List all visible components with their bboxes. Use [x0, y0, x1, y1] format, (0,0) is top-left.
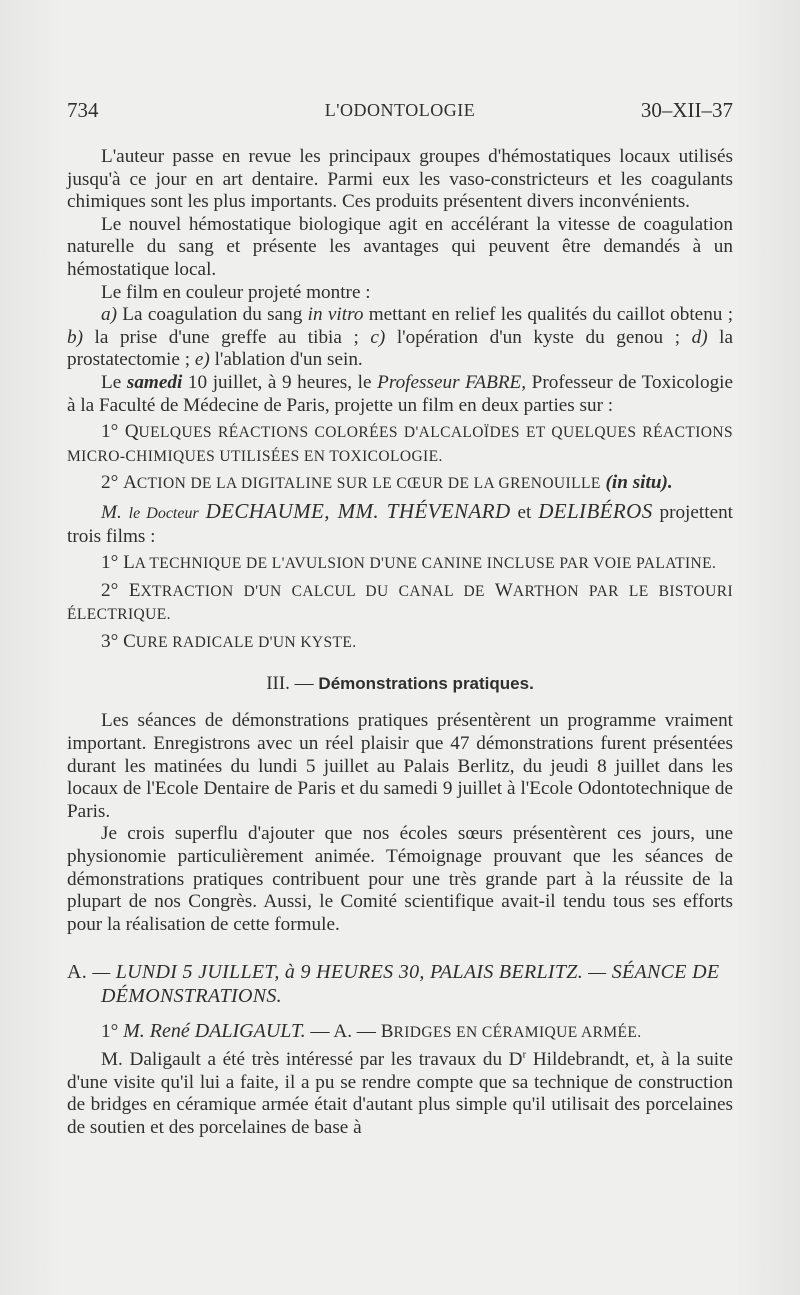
journal-title: L'ODONTOLOGIE	[324, 100, 476, 120]
paragraph-film-contents: a) La coagulation du sang in vitro mettant en relief les qualités du caillot obtenu ; b) la prise d'une greffe au tibia ; c) l'opération d'un kyste du genou ; d) la prostatectomie ; e) l'ablation d'un sein.	[67, 304, 734, 371]
fabre-item-2: 2° ACTION DE LA DIGITALINE SUR LE CŒUR DE LA GRENOUILLE (in situ).	[101, 472, 673, 494]
paragraph-3: Le film en couleur projeté montre :	[101, 281, 371, 303]
paragraph-ecoles: Je crois superflu d'ajouter que nos écoles sœurs présentèrent ces jours, une physionomie particulièrement animée. Témoignage prouvant que les séances de démonstrations pratiques contribuent pour une très grande part à la réussite de la plupart de nos Congrès. Aussi, le Comité scientifique avait-il tendu tous ses efforts pour la réalisation de cette formule.	[67, 823, 733, 935]
issue-date: 30–XII–37	[640, 98, 733, 122]
fabre-item-1: 1° QUELQUES RÉACTIONS COLORÉES D'ALCALOÏDES ET QUELQUES RÉACTIONS MICRO-CHIMIQUES UTILISÉES EN TOXICOLOGIE.	[67, 421, 733, 465]
session-heading: A. — LUNDI 5 JUILLET, à 9 HEURES 30, PALAIS BERLITZ. — SÉANCE DE DÉMONSTRATIONS.	[67, 961, 720, 1008]
section-heading: III. — Démonstrations pratiques.	[266, 673, 534, 695]
film-item-2: 2° EXTRACTION D'UN CALCUL DU CANAL DE WARTHON PAR LE BISTOURI ÉLECTRIQUE.	[67, 579, 734, 624]
entry-daligault: 1° M. René DALIGAULT. — A. — BRIDGES EN CÉRAMIQUE ARMÉE.	[101, 1020, 642, 1043]
paragraph-fabre: Le samedi 10 juillet, à 9 heures, le Professeur FABRE, Professeur de Toxicologie à la Faculté de Médecine de Paris, projette un film en deux parties sur :	[67, 371, 734, 416]
paragraph-1: L'auteur passe en revue les principaux groupes d'hémostatiques locaux utilisés jusqu'à ce jour en art dentaire. Parmi eux les vaso-constricteurs et les coagulants chimiques sont les plus importants. Ces produits présentent divers inconvénients.	[67, 146, 733, 213]
paragraph-daligault: M. Daligault a été très intéressé par les travaux du $D^r$ Hildebrandt, et, à la suite d'une visite qu'il lui a faite, il a pu se rendre compte que sa technique de construction de bridges en céramique armée était d'autant plus simple qu'il utilisait des porcelaines de soutien et des porcelaines de base à	[67, 1048, 733, 1138]
paragraph-2: Le nouvel hémostatique biologique agit en accélérant la vitesse de coagulation naturelle du sang et présente les avantages qui peuvent être demandés à un hémostatique local.	[67, 213, 733, 280]
running-header	[67, 98, 733, 128]
body-column	[67, 146, 733, 1139]
page-number: 734	[67, 98, 99, 122]
paragraph-demonstrations: Les séances de démonstrations pratiques présentèrent un programme vraiment important. Enregistrons avec un réel plaisir que 47 démonstrations furent présentées durant les matinées du lundi 5 juillet au Palais Berlitz, du jeudi 8 juillet dans les locaux de l'Ecole Dentaire de Paris et du samedi 9 juillet à l'Ecole Odontotechnique de Paris.	[67, 710, 733, 822]
film-item-3: 3° CURE RADICALE D'UN KYSTE.	[101, 630, 357, 652]
paragraph-dechaume: M. le Docteur DECHAUME, MM. THÉVENARD et DELIBÉROS projettent trois films :	[67, 498, 734, 547]
film-item-1: 1° LA TECHNIQUE DE L'AVULSION D'UNE CANINE INCLUSE PAR VOIE PALATINE.	[101, 552, 717, 574]
